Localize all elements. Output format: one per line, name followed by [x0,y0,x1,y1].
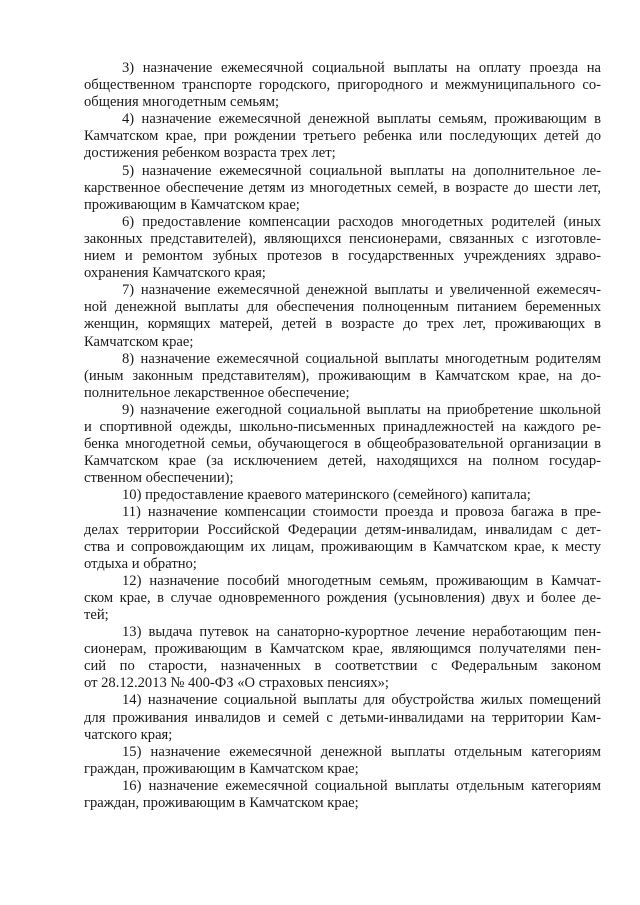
item-9-line-4: Камчатском крае (за исключением детей, находящихся на полном государ- [84,453,601,470]
item-11-line-4: отдыха и обратно; [84,555,197,572]
item-8-line-1: 8) назначение ежемесячной социальной выплаты многодетным родителям [122,350,601,367]
item-3-line-1: 3) назначение ежемесячной социальной выплаты на оплату проезда на [122,60,601,76]
list-item-7 [84,282,601,350]
item-11-line-1: 11) назначение компенсации стоимости проезда и провоза багажа в пре- [122,504,601,521]
item-11-line-3: ства и сопровождающим их лицам, проживающим в Камчатском крае, к месту [84,538,601,555]
list-item-12 [84,573,601,624]
item-3-line-3: общения многодетным семьям; [84,94,280,111]
item-14-line-1: 14) назначение социальной выплаты для обустройства жилых помещений [122,692,601,709]
item-11-line-2: делах территории Российской Федерации детям-инвалидам, инвалидам с дет- [84,521,601,538]
item-9-line-3: бенка многодетной семьи, обучающегося в общеобразовательной организации в [84,436,601,453]
item-13-line-1: 13) выдача путевок на санаторно-курортное лечение неработающим пен- [122,624,601,641]
list-item-14 [84,692,601,743]
item-3-line-2: общественном транспорте городского, пригородного и межмуниципального со- [84,77,601,94]
item-4-line-3: достижения ребенком возраста трех лет; [84,145,336,162]
list-item-16 [84,778,601,812]
item-13-line-4: от 28.12.2013 № 400-ФЗ «О страховых пенсиях»; [84,675,389,692]
item-6-line-4: охранения Камчатского края; [84,265,266,282]
item-13-line-3: сий по старости, назначенных в соответствии с Федеральным законом [84,658,601,675]
item-14-line-3: чатского края; [84,726,173,743]
item-15-line-2: граждан, проживающим в Камчатском крае; [84,760,359,777]
item-13-line-2: сионерам, проживающим в Камчатском крае, являющимся получателями пен- [84,641,601,658]
list-item-10 [84,487,601,504]
item-9-line-1: 9) назначение ежегодной социальной выплаты на приобретение школьной [122,401,601,418]
item-8-line-3: полнительное лекарственное обеспечение; [84,384,350,401]
item-9-line-2: и спортивной одежды, школьно-письменных принадлежностей на каждого ре- [84,418,601,435]
item-12-line-2: ском крае, в случае одновременного рождения (усыновления) двух и более де- [84,589,601,606]
list-item-11 [84,504,601,572]
item-10-line-1: 10) предоставление краевого материнского (семейного) капитала; [122,487,531,504]
item-16-line-1: 16) назначение ежемесячной социальной выплаты отдельным категориям [122,777,601,794]
item-9-line-5: ственном обеспечении); [84,470,234,487]
item-5-line-3: проживающим в Камчатском крае; [84,196,300,213]
item-7-line-3: женщин, кормящих матерей, детей в возрасте до трех лет, проживающих в [84,316,601,333]
list-item-15 [84,744,601,778]
list-item-8 [84,351,601,402]
item-12-line-1: 12) назначение пособий многодетным семьям, проживающим в Камчат- [122,572,601,589]
item-5-line-1: 5) назначение ежемесячной социальной выплаты на дополнительное ле- [122,162,601,179]
list-item-13 [84,624,601,692]
list-item-3 [84,60,601,111]
item-6-line-3: нием и ремонтом зубных протезов в государственных учреждениях здраво- [84,248,601,265]
item-7-line-2: ной денежной выплаты для обеспечения полноценным питанием беременных [84,299,601,316]
document-page [84,60,601,812]
item-5-line-2: карственное обеспечение детям из многодетных семей, в возрасте до шести лет, [84,179,601,196]
item-12-line-3: тей; [84,607,109,623]
item-6-line-1: 6) предоставление компенсации расходов многодетных родителей (иных [122,213,601,230]
item-6-line-2: законных представителей), являющихся пенсионерами, связанных с изготовле- [84,230,601,247]
item-7-line-4: Камчатском крае; [84,333,194,350]
list-item-5 [84,163,601,214]
list-item-4 [84,111,601,162]
item-4-line-1: 4) назначение ежемесячной денежной выплаты семьям, проживающим в [122,111,601,128]
item-14-line-2: для проживания инвалидов и семей с детьми-инвалидами на территории Кам- [84,709,601,726]
item-7-line-1: 7) назначение ежемесячной денежной выплаты и увеличенной ежемесяч- [122,282,601,299]
item-16-line-2: граждан, проживающим в Камчатском крае; [84,795,359,812]
item-15-line-1: 15) назначение ежемесячной денежной выплаты отдельным категориям [122,743,601,760]
item-8-line-2: (иным законным представителям), проживающим в Камчатском крае, на до- [84,367,601,384]
list-item-9 [84,402,601,487]
list-item-6 [84,214,601,282]
item-4-line-2: Камчатском крае, при рождении третьего ребенка или последующих детей до [84,128,601,145]
